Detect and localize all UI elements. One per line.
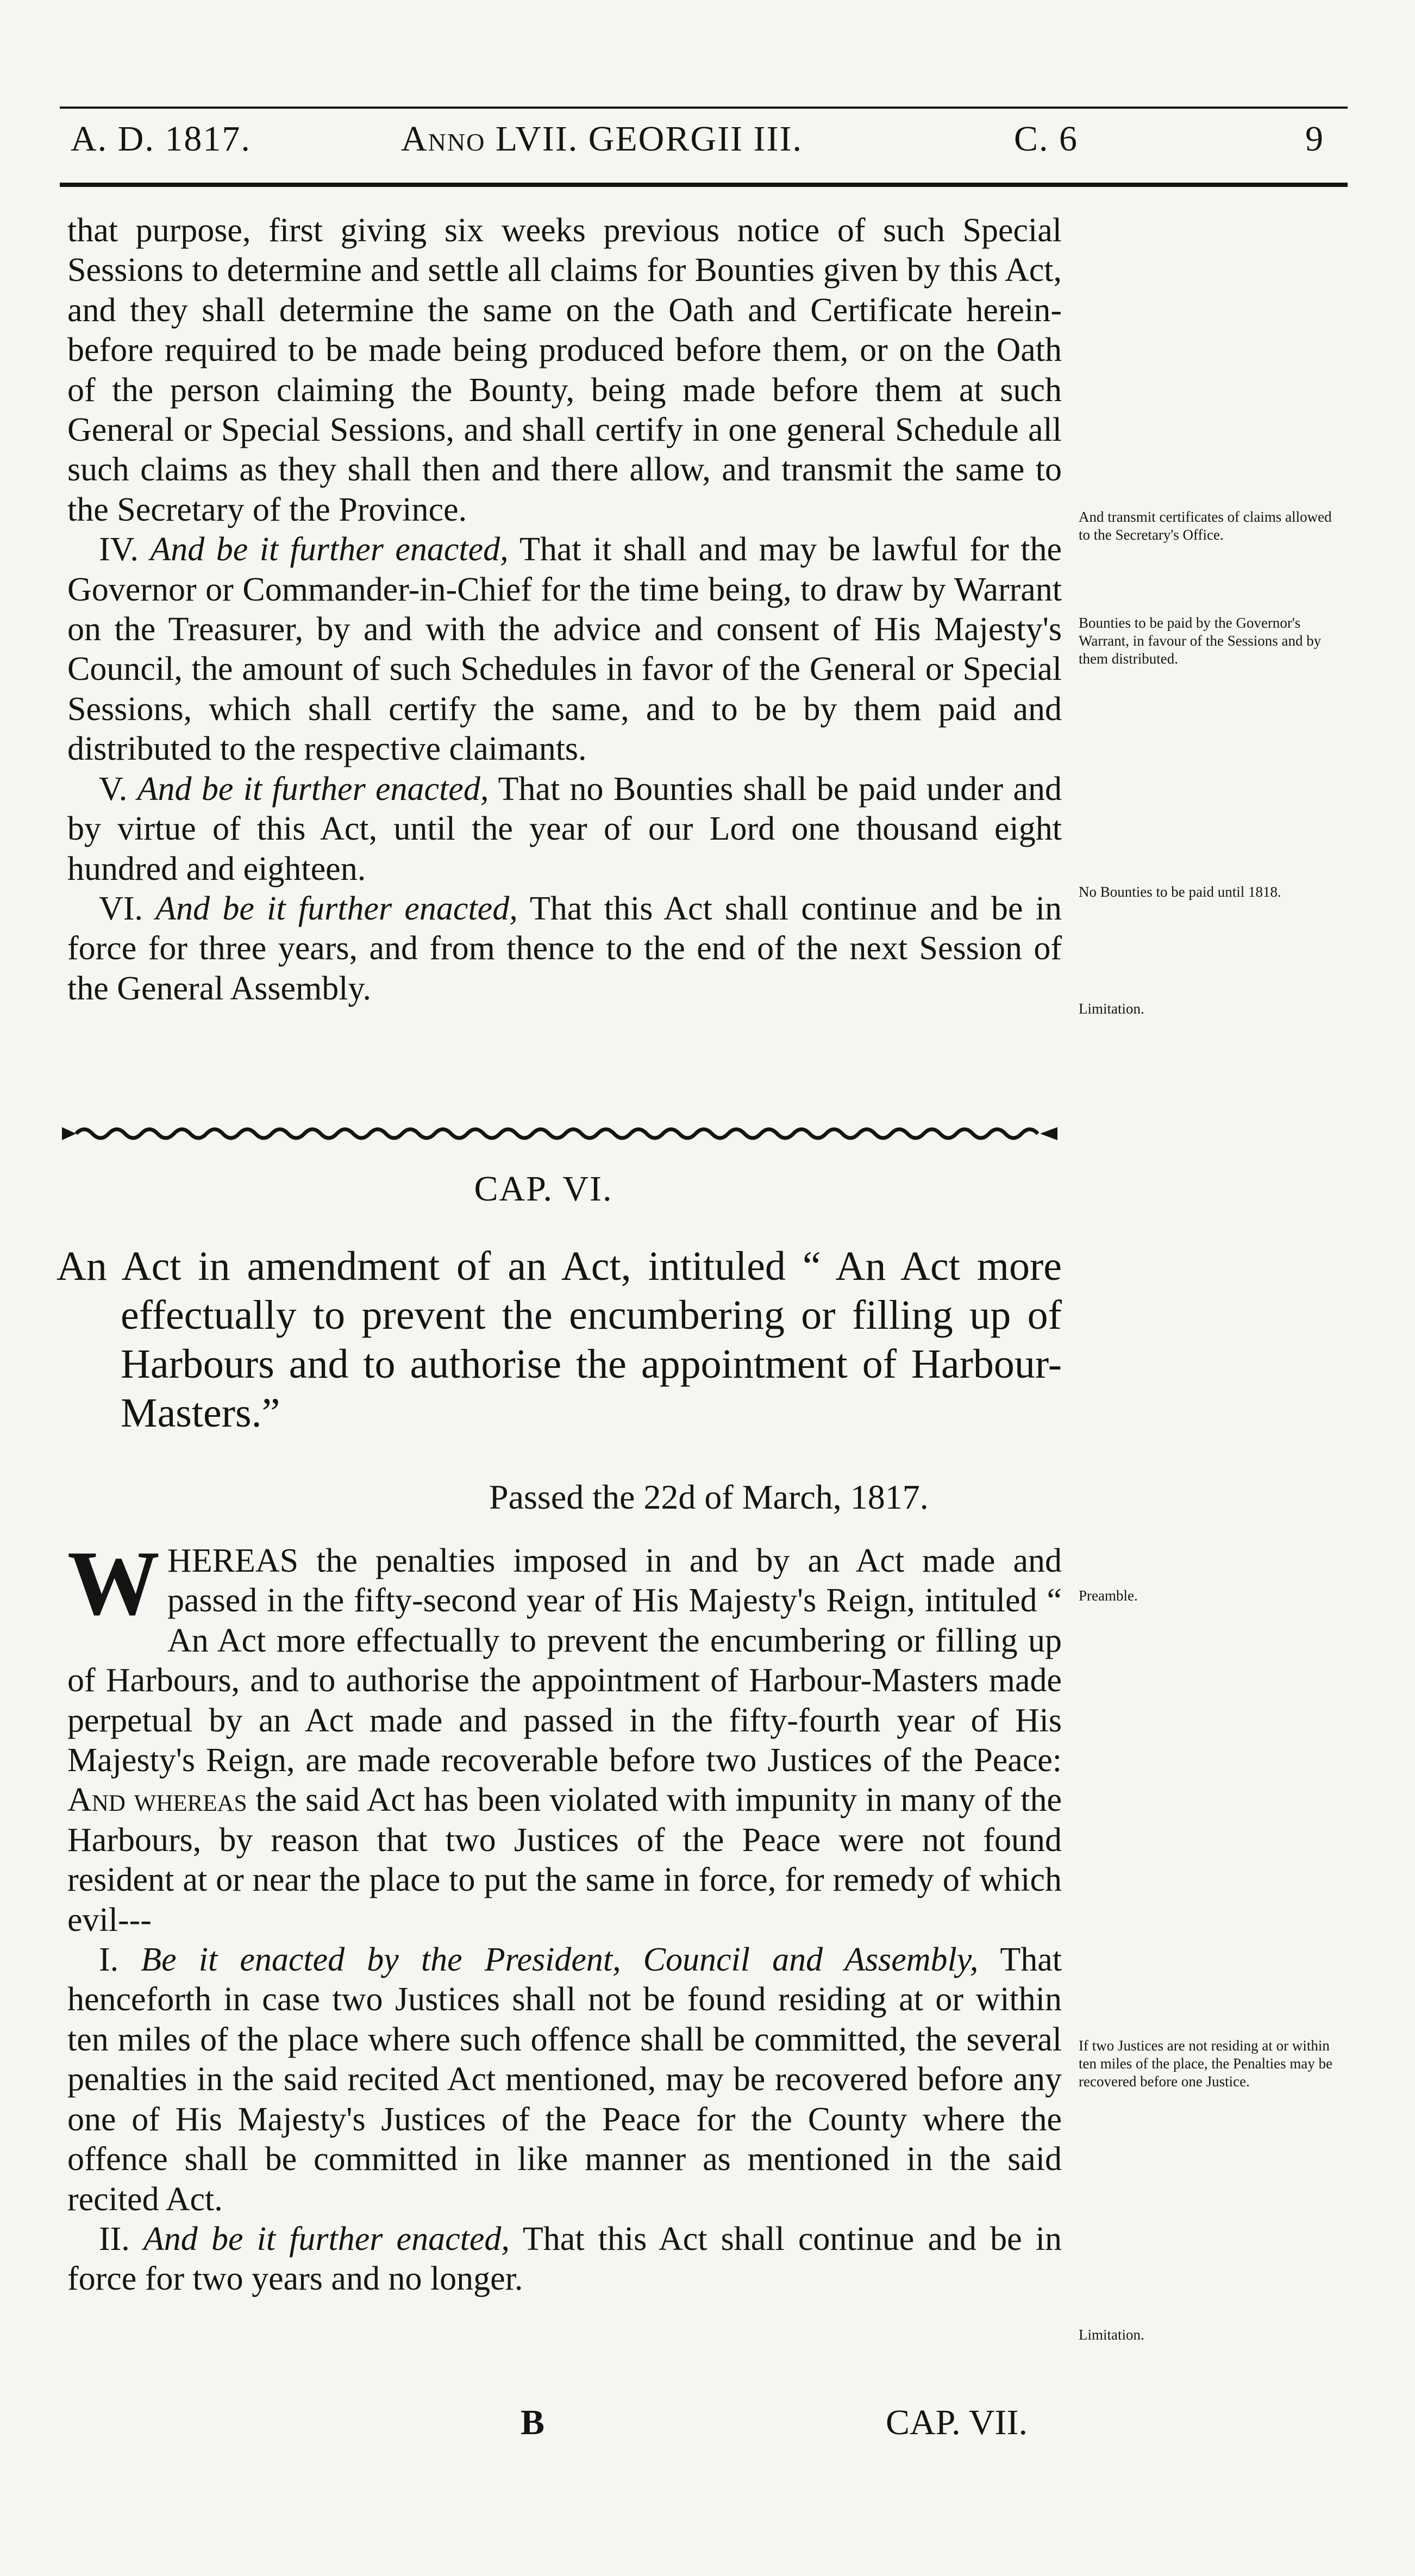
- ornamental-divider: [60, 1122, 1060, 1146]
- section-iv: IV. And be it further enacted, That it shall and may be lawful for the Governor or Commander-in-Chief for the time being, to draw by Warrant on the Treasurer, by and with the advice and consent of His Majesty's Council, the amount of such Schedules in favor of the General or Special Sessions, which shall certify the same, and to be by them paid and distributed to the respective claimants.: [67, 531, 1062, 768]
- act-title: An Act in amendment of an Act, intituled “ An Act more effectually to prevent the encumbering or filling up of Harbours and to authorise the appointment of Harbour-Masters.”: [57, 1243, 1062, 1436]
- header-year: A. D. 1817.: [71, 119, 251, 159]
- header-regnal-year: Anno LVII. GEORGII III.: [401, 119, 803, 159]
- margin-note-no-bounties: No Bounties to be paid until 1818.: [1079, 884, 1281, 900]
- margin-note-limitation-2: Limitation.: [1079, 2327, 1144, 2343]
- drop-cap: W: [67, 1532, 160, 1634]
- section-vi: VI. And be it further enacted, That this Act shall continue and be in force for three years, and from thence to the end of the next Session of the General Assembly.: [67, 890, 1062, 1007]
- paragraph-continuation: that purpose, first giving six weeks previous notice of such Special Sessions to determine and settle all claims for Bounties given by this Act, and they shall determine the same on the Oath and Certificate herein-before required to be made being produced before them, or on the Oath of the person claiming the Bounty, being made before them at such General or Special Sessions, and shall certify in one general Schedule all such claims as they shall then and there allow, and transmit the same to the Secretary of the Province.: [67, 212, 1062, 528]
- section-i: I. Be it enacted by the President, Council and Assembly, That henceforth in case two Justices shall not be found residing at or within ten miles of the place where such offence shall be committed, the several penalties in the said recited Act mentioned, may be recovered before any one of His Majesty's Justices of the Peace for the County where the offence shall be committed in like manner as mentioned in the said recited Act.: [67, 1941, 1062, 2218]
- act-body: [67, 1532, 1062, 2299]
- header-bottom-rule: [60, 183, 1348, 187]
- margin-note-bounties-warrant: Bounties to be paid by the Governor's Warrant, in favour of the Sessions and by them distributed.: [1079, 615, 1322, 667]
- section-v: V. And be it further enacted, That no Bounties shall be paid under and by virtue of this Act, until the year of our Lord one thousand eight hundred and eighteen.: [67, 770, 1062, 887]
- margin-note-limitation-1: Limitation.: [1079, 1001, 1144, 1017]
- header-chapter: C. 6: [1014, 119, 1079, 159]
- margin-note-two-justices: If two Justices are not residing at or within ten miles of the place, the Penalties may be recovered before one Justice.: [1079, 2037, 1333, 2090]
- page-number: 9: [1305, 119, 1324, 159]
- continued-text: [67, 211, 1062, 1009]
- preamble: WHEREAS the penalties imposed in and by an Act made and passed in the fifty-second year of His Majesty's Reign, intituled “ An Act more effectually to prevent the encumbering or filling up of Harbours, and to authorise the appointment of Harbour-Masters made perpetual by an Act made and passed in the fifty-fourth year of His Majesty's Reign, are made recoverable before two Justices of the Peace: And whereas the said Act has been violated with impunity in many of the Harbours, by reason that two Justices of the Peace were not found resident at or near the place to put the same in force, for remedy of which evil---: [67, 1532, 1062, 1939]
- passed-date: Passed the 22d of March, 1817.: [489, 1478, 929, 1516]
- signature-mark: B: [521, 2403, 545, 2442]
- section-ii: II. And be it further enacted, That this Act shall continue and be in force for two years and no longer.: [67, 2220, 1062, 2298]
- catchword: CAP. VII.: [886, 2403, 1028, 2442]
- margin-note-certificates: And transmit certificates of claims allowed to the Secretary's Office.: [1079, 509, 1332, 543]
- chapter-heading: CAP. VI.: [474, 1169, 613, 1209]
- header-top-rule: [60, 107, 1348, 109]
- margin-note-preamble: Preamble.: [1079, 1587, 1138, 1604]
